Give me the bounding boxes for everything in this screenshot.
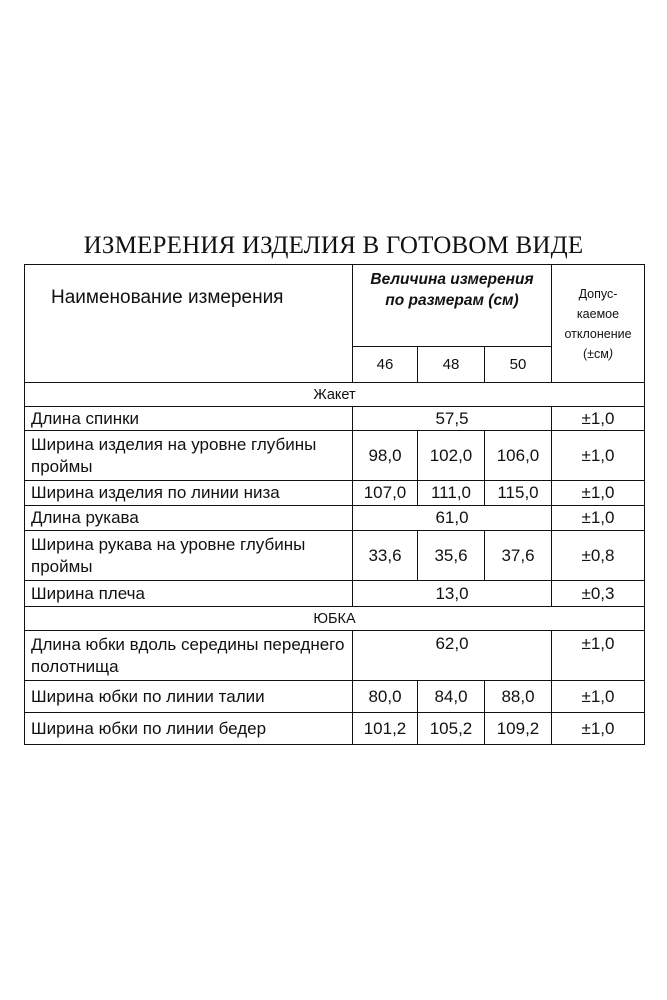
header-size-46: 46 [353, 347, 418, 383]
row-tolerance: ±0,8 [552, 531, 645, 581]
row-value-50: 115,0 [485, 481, 552, 506]
table-row [25, 481, 645, 506]
row-name: Длина рукава [25, 506, 353, 531]
table-row [25, 681, 645, 713]
header-tol-line4-suffix: ) [608, 346, 614, 361]
row-value-46: 98,0 [353, 431, 418, 481]
section-title-jacket: Жакет [25, 383, 645, 407]
row-value-48: 111,0 [418, 481, 485, 506]
row-value-50: 109,2 [485, 713, 552, 745]
row-tolerance: ±1,0 [552, 631, 645, 681]
row-value-merged: 57,5 [353, 407, 552, 431]
header-group-line2: по размерам (см) [385, 292, 519, 309]
row-name: Ширина плеча [25, 581, 353, 607]
header-tolerance-col [552, 265, 645, 383]
row-value-46: 101,2 [353, 713, 418, 745]
header-size-50: 50 [485, 347, 552, 383]
row-name: Ширина изделия на уровне глубины проймы [25, 431, 353, 481]
row-value-merged: 62,0 [353, 631, 552, 681]
table-row [25, 631, 645, 681]
row-name: Ширина изделия по линии низа [25, 481, 353, 506]
row-value-50: 37,6 [485, 531, 552, 581]
table-row [25, 531, 645, 581]
header-tol-line4 [556, 344, 640, 364]
row-value-48: 105,2 [418, 713, 485, 745]
row-name: Ширина рукава на уровне глубины проймы [25, 531, 353, 581]
row-value-50: 88,0 [485, 681, 552, 713]
row-tolerance: ±1,0 [552, 481, 645, 506]
row-name: Длина спинки [25, 407, 353, 431]
header-size-group [353, 265, 552, 347]
header-tol-line3: отклонение [564, 326, 632, 341]
row-name: Ширина юбки по линии талии [25, 681, 353, 713]
row-value-50: 106,0 [485, 431, 552, 481]
section-title-skirt: ЮБКА [25, 607, 645, 631]
row-tolerance: ±1,0 [552, 431, 645, 481]
row-tolerance: ±1,0 [552, 407, 645, 431]
row-value-46: 107,0 [353, 481, 418, 506]
table-row [25, 431, 645, 481]
table-row [25, 713, 645, 745]
row-name: Длина юбки вдоль середины переднего полотнища [25, 631, 353, 681]
header-size-48: 48 [418, 347, 485, 383]
row-tolerance: ±1,0 [552, 713, 645, 745]
row-value-merged: 61,0 [353, 506, 552, 531]
table-row [25, 581, 645, 607]
row-value-48: 84,0 [418, 681, 485, 713]
row-value-merged: 13,0 [353, 581, 552, 607]
table-row [25, 407, 645, 431]
header-name-col: Наименование измерения [25, 265, 353, 383]
row-tolerance: ±1,0 [552, 681, 645, 713]
measurements-table [24, 264, 645, 745]
header-tol-line2: каемое [576, 306, 620, 321]
header-group-line1: Величина измерения [370, 271, 534, 288]
row-value-46: 33,6 [353, 531, 418, 581]
row-value-48: 102,0 [418, 431, 485, 481]
table-row [25, 506, 645, 531]
header-tol-line4-prefix: (±см [582, 346, 609, 361]
row-value-48: 35,6 [418, 531, 485, 581]
header-tol-line1: Допус- [578, 286, 618, 301]
row-tolerance: ±0,3 [552, 581, 645, 607]
page-title: ИЗМЕРЕНИЯ ИЗДЕЛИЯ В ГОТОВОМ ВИДЕ [83, 232, 584, 259]
row-value-46: 80,0 [353, 681, 418, 713]
row-name: Ширина юбки по линии бедер [25, 713, 353, 745]
row-tolerance: ±1,0 [552, 506, 645, 531]
